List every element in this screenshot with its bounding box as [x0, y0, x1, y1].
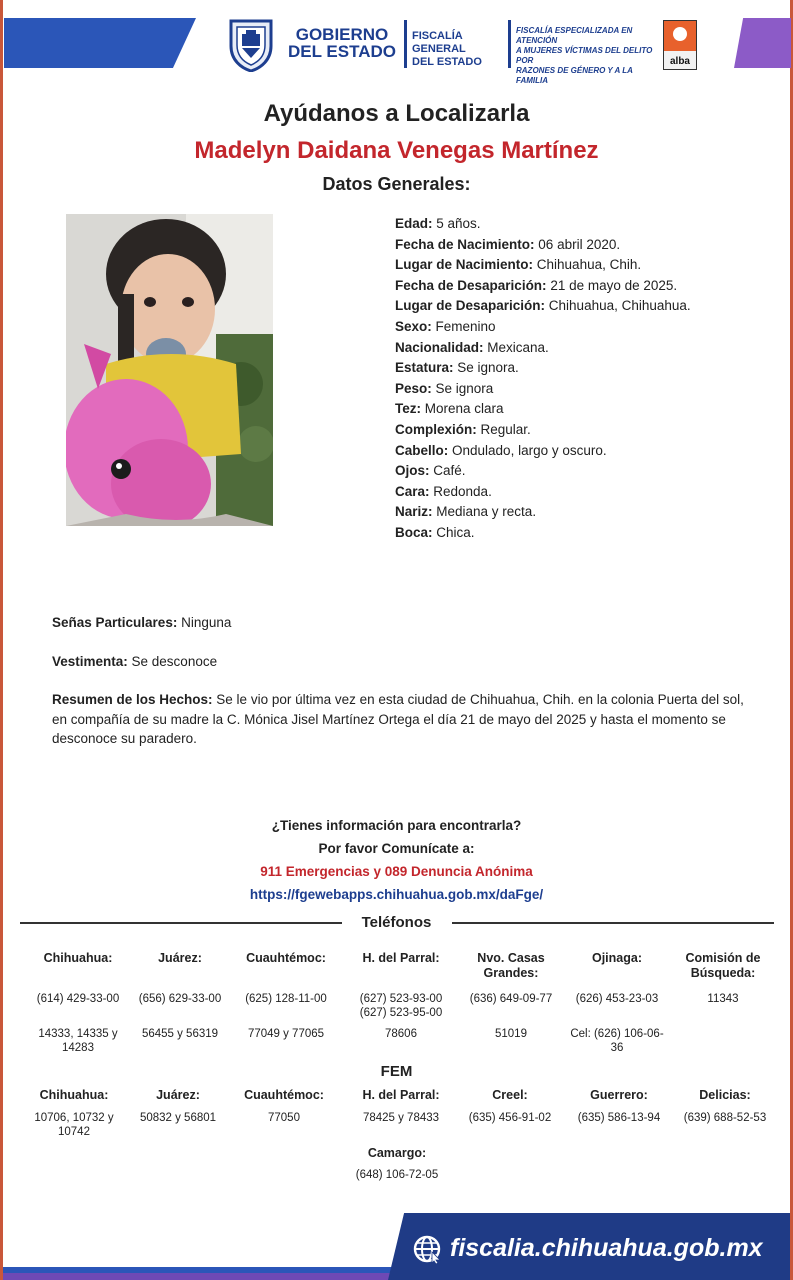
missing-person-name: Madelyn Daidana Venegas Martínez	[194, 137, 599, 164]
detail-label: Complexión:	[395, 421, 477, 437]
detail-value: Chihuahua, Chih.	[533, 257, 642, 273]
detail-value: 21 de mayo de 2025.	[546, 277, 678, 293]
telefonos-extension: 78606	[385, 1028, 417, 1040]
telefonos-title: Teléfonos	[361, 914, 432, 931]
resumen-value: Se le vio por última vez en esta ciudad de Chihuahua, Chih. en la colonia Puerta del sol, en compañía de su madre la C. Mónica Jisel Martínez Ortega el día 21 de mayo del 2025 y hasta el momento se desconoce su paradero.	[52, 692, 744, 746]
detail-row	[395, 255, 775, 276]
fem-value: (635) 456-91-02	[468, 1112, 552, 1124]
detail-row	[395, 317, 775, 338]
vestimenta-label: Vestimenta:	[52, 654, 128, 669]
header-blue-band	[4, 18, 196, 68]
telefonos-header: Juárez:	[158, 951, 202, 965]
fem-title: FEM	[380, 1063, 413, 1080]
detail-row	[395, 441, 775, 462]
gobierno-line2: DEL ESTADO	[288, 42, 396, 61]
fge-logo-text	[412, 30, 508, 69]
globe-icon	[412, 1234, 442, 1264]
camargo-header: Camargo:	[367, 1146, 427, 1160]
detail-label: Nariz:	[395, 504, 433, 520]
detail-row	[395, 235, 775, 256]
fem-header: Delicias:	[699, 1088, 751, 1102]
detail-label: Cabello:	[395, 442, 449, 458]
alba-logo	[663, 20, 697, 70]
detail-row	[395, 276, 775, 297]
page-title: Ayúdanos a Localizarla	[263, 100, 530, 127]
fem-value: (635) 586-13-94	[577, 1112, 661, 1124]
detail-value: Mexicana.	[483, 339, 549, 355]
detail-value: Café.	[429, 463, 466, 479]
header-divider	[508, 20, 511, 68]
header-divider	[404, 20, 407, 68]
gobierno-logo-text	[282, 26, 402, 60]
fem-value: 78425 y 78433	[362, 1112, 440, 1124]
detail-value: Chihuahua, Chihuahua.	[545, 298, 691, 314]
telefonos-header: Ojinaga:	[591, 951, 642, 965]
alba-logo-top	[664, 21, 696, 51]
detail-value: Redonda.	[429, 483, 492, 499]
fge-line1: FISCALÍA GENERAL	[412, 30, 466, 55]
fee-line2: A MUJERES VÍCTIMAS DEL DELITO POR	[516, 46, 653, 65]
gobierno-line1: GOBIERNO	[295, 25, 389, 44]
fem-value: 10706, 10732 y 10742	[34, 1112, 114, 1138]
detail-row	[395, 420, 775, 441]
detail-value: Se ignora.	[453, 360, 519, 376]
detail-label: Ojos:	[395, 463, 430, 479]
detail-value: Regular.	[476, 421, 531, 437]
detail-label: Nacionalidad:	[395, 339, 484, 355]
detail-row	[395, 399, 775, 420]
fem-value: (639) 688-52-53	[683, 1112, 767, 1124]
fem-header: Guerrero:	[590, 1088, 648, 1102]
telefonos-header: H. del Parral:	[362, 951, 440, 965]
detail-value: Mediana y recta.	[432, 504, 537, 520]
state-shield-icon	[228, 18, 274, 72]
senas-particulares	[52, 613, 752, 633]
fem-value: 50832 y 56801	[139, 1112, 217, 1124]
resumen-label: Resumen de los Hechos:	[52, 692, 213, 707]
telefonos-extension: 14333, 14335 y 14283	[38, 1028, 118, 1054]
telefonos-header: Nvo. Casas Grandes:	[477, 951, 545, 980]
footer-website[interactable]: fiscalia.chihuahua.gob.mx	[450, 1234, 763, 1262]
detail-value: 5 años.	[432, 216, 481, 231]
senas-value: Ninguna	[177, 615, 232, 630]
details-list	[395, 214, 775, 544]
telefonos-header: Comisión de Búsqueda:	[685, 951, 761, 980]
detail-label: Peso:	[395, 380, 432, 396]
telefonos-phone: (625) 128-11-00	[245, 993, 327, 1005]
telefonos-extension: Cel: (626) 106-06-36	[570, 1028, 664, 1054]
fem-header: Chihuahua:	[39, 1088, 109, 1102]
detail-label: Boca:	[395, 524, 433, 540]
contact-please: Por favor Comunícate a:	[318, 841, 475, 856]
missing-person-photo	[66, 214, 273, 526]
detail-row	[395, 296, 775, 317]
detail-row	[395, 338, 775, 359]
detail-value: Se ignora	[431, 380, 494, 396]
detail-row	[395, 379, 775, 400]
report-link[interactable]: https://fgewebapps.chihuahua.gob.mx/daFge/	[249, 887, 544, 902]
emergency-numbers: 911 Emergencias y 089 Denuncia Anónima	[260, 864, 533, 879]
fee-line1: FISCALÍA ESPECIALIZADA EN ATENCIÓN	[516, 26, 633, 45]
fee-logo-text	[516, 26, 658, 86]
fem-header: Cuauhtémoc:	[244, 1088, 324, 1102]
detail-value: Femenino	[431, 318, 496, 334]
detail-row	[395, 461, 775, 482]
detail-label: Tez:	[395, 401, 421, 417]
telefonos-phone: (627) 523-93-00 (627) 523-95-00	[359, 993, 443, 1019]
camargo-phone: (648) 106-72-05	[355, 1169, 439, 1181]
detail-row	[395, 358, 775, 379]
vestimenta	[52, 652, 752, 672]
detail-row	[395, 482, 775, 503]
contact-question: ¿Tienes información para encontrarla?	[271, 818, 522, 833]
detail-row	[395, 214, 775, 235]
telefonos-header: Cuauhtémoc:	[246, 951, 326, 965]
detail-value: Morena clara	[421, 401, 504, 417]
detail-label: Sexo:	[395, 318, 432, 334]
telefonos-phone: (614) 429-33-00	[36, 993, 120, 1005]
detail-label: Fecha de Nacimiento:	[395, 236, 535, 252]
telefonos-extension: 77049 y 77065	[247, 1028, 325, 1040]
telefonos-phone: (626) 453-23-03	[575, 993, 659, 1005]
fee-line3: RAZONES DE GÉNERO Y A LA FAMILIA	[516, 66, 633, 85]
detail-value: 06 abril 2020.	[534, 236, 621, 252]
alba-label: alba	[669, 56, 690, 67]
telefonos-phone: 11343	[707, 993, 739, 1005]
telefonos-phone: (656) 629-33-00	[138, 993, 222, 1005]
fem-header: Creel:	[492, 1088, 528, 1102]
resumen-hechos	[52, 690, 752, 749]
section-subtitle: Datos Generales:	[322, 174, 471, 194]
fem-header: H. del Parral:	[362, 1088, 440, 1102]
telefonos-extension: 51019	[495, 1028, 527, 1040]
detail-label: Lugar de Desaparición:	[395, 298, 546, 314]
detail-label: Edad:	[395, 216, 433, 231]
telefonos-extension: 56455 y 56319	[141, 1028, 219, 1040]
detail-value: Chica.	[432, 524, 475, 540]
detail-label: Estatura:	[395, 360, 454, 376]
detail-row	[395, 502, 775, 523]
detail-label: Fecha de Desaparición:	[395, 277, 547, 293]
alba-sun-icon	[673, 27, 687, 41]
header-purple-band	[734, 18, 791, 68]
fem-value: 77050	[268, 1112, 300, 1124]
vestimenta-value: Se desconoce	[127, 654, 218, 669]
fem-header: Juárez:	[156, 1088, 200, 1102]
telefonos-phone: (636) 649-09-77	[469, 993, 553, 1005]
fge-line2: DEL ESTADO	[412, 56, 482, 68]
detail-label: Cara:	[395, 483, 430, 499]
senas-label: Señas Particulares:	[52, 615, 178, 630]
detail-label: Lugar de Nacimiento:	[395, 257, 534, 273]
detail-row	[395, 523, 775, 544]
detail-value: Ondulado, largo y oscuro.	[448, 442, 607, 458]
telefonos-header: Chihuahua:	[43, 951, 113, 965]
